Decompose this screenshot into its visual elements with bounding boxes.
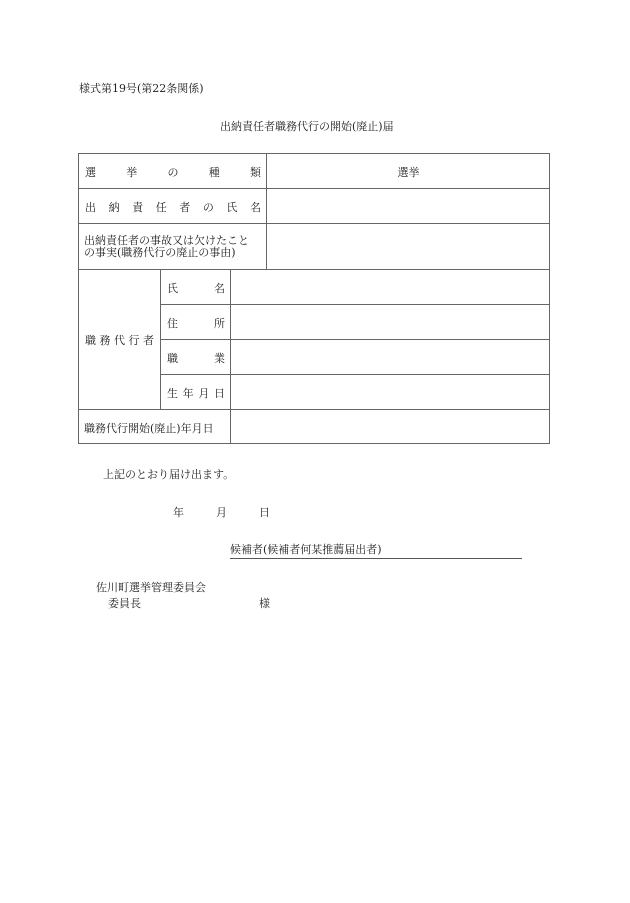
label-char: 責 [132, 201, 144, 214]
row-divider [160, 374, 549, 375]
incident-label [84, 235, 249, 259]
deputy-name-label [167, 280, 225, 296]
date-month: 月 [216, 506, 227, 519]
label-char: 日 [213, 387, 225, 400]
label-char: 名 [249, 201, 261, 214]
row-divider [160, 304, 549, 305]
label-char: 出 [85, 201, 96, 214]
label-char: 業 [214, 352, 225, 365]
date-line [173, 504, 270, 520]
label-char: 者 [179, 201, 191, 214]
label-char: 種 [208, 166, 220, 179]
start-date-label: 職務代行開始(廃止)年月日 [84, 422, 214, 435]
election-type-label [85, 164, 261, 180]
label-char: 名 [214, 282, 225, 295]
statement-text: 上記のとおり届け出ます。 [103, 468, 235, 481]
date-year: 年 [173, 506, 184, 519]
label-char: 職 [167, 352, 178, 365]
label-char: 挙 [126, 166, 138, 179]
label-char: 類 [250, 166, 261, 179]
treasurer-name-label [85, 199, 261, 215]
chairman-label: 委員長 [108, 597, 141, 610]
row-divider [79, 269, 549, 270]
form-number: 様式第19号(第22条関係) [79, 82, 204, 95]
label-char: 任 [155, 201, 167, 214]
row-divider [79, 188, 549, 189]
honorific: 様 [259, 597, 270, 610]
label-char: 年 [182, 387, 194, 400]
committee-name: 佐川町選挙管理委員会 [96, 581, 206, 594]
election-type-value[interactable]: 選挙 [397, 166, 420, 179]
label-char: 氏 [226, 201, 238, 214]
deputy-occupation-label [167, 350, 225, 366]
incident-label-line2: の事実(職務代行の廃止の事由) [84, 246, 236, 259]
row-divider [79, 223, 549, 224]
form-table [78, 153, 550, 444]
label-char: 生 [167, 387, 178, 400]
label-char: の [202, 201, 214, 214]
col-divider [230, 269, 231, 444]
label-char: 納 [108, 201, 120, 214]
label-char: 月 [198, 387, 210, 400]
deputy-group-label: 職 務 代 行 者 [85, 334, 154, 347]
incident-label-line1: 出納責任者の事故又は欠けたこと [84, 234, 249, 247]
candidate-signature-line[interactable]: 候補者(候補者何某推薦届出者) [230, 541, 522, 559]
deputy-address-label [167, 315, 225, 331]
label-char: 選 [85, 166, 96, 179]
label-char: 氏 [167, 282, 178, 295]
date-day: 日 [259, 506, 270, 519]
row-divider [160, 339, 549, 340]
col-divider [160, 269, 161, 409]
label-char: の [167, 166, 179, 179]
deputy-birthdate-label [167, 385, 225, 401]
row-divider [79, 409, 549, 410]
label-char: 住 [167, 317, 178, 330]
label-char: 所 [214, 317, 225, 330]
document-title: 出納責任者職務代行の開始(廃止)届 [220, 120, 394, 133]
